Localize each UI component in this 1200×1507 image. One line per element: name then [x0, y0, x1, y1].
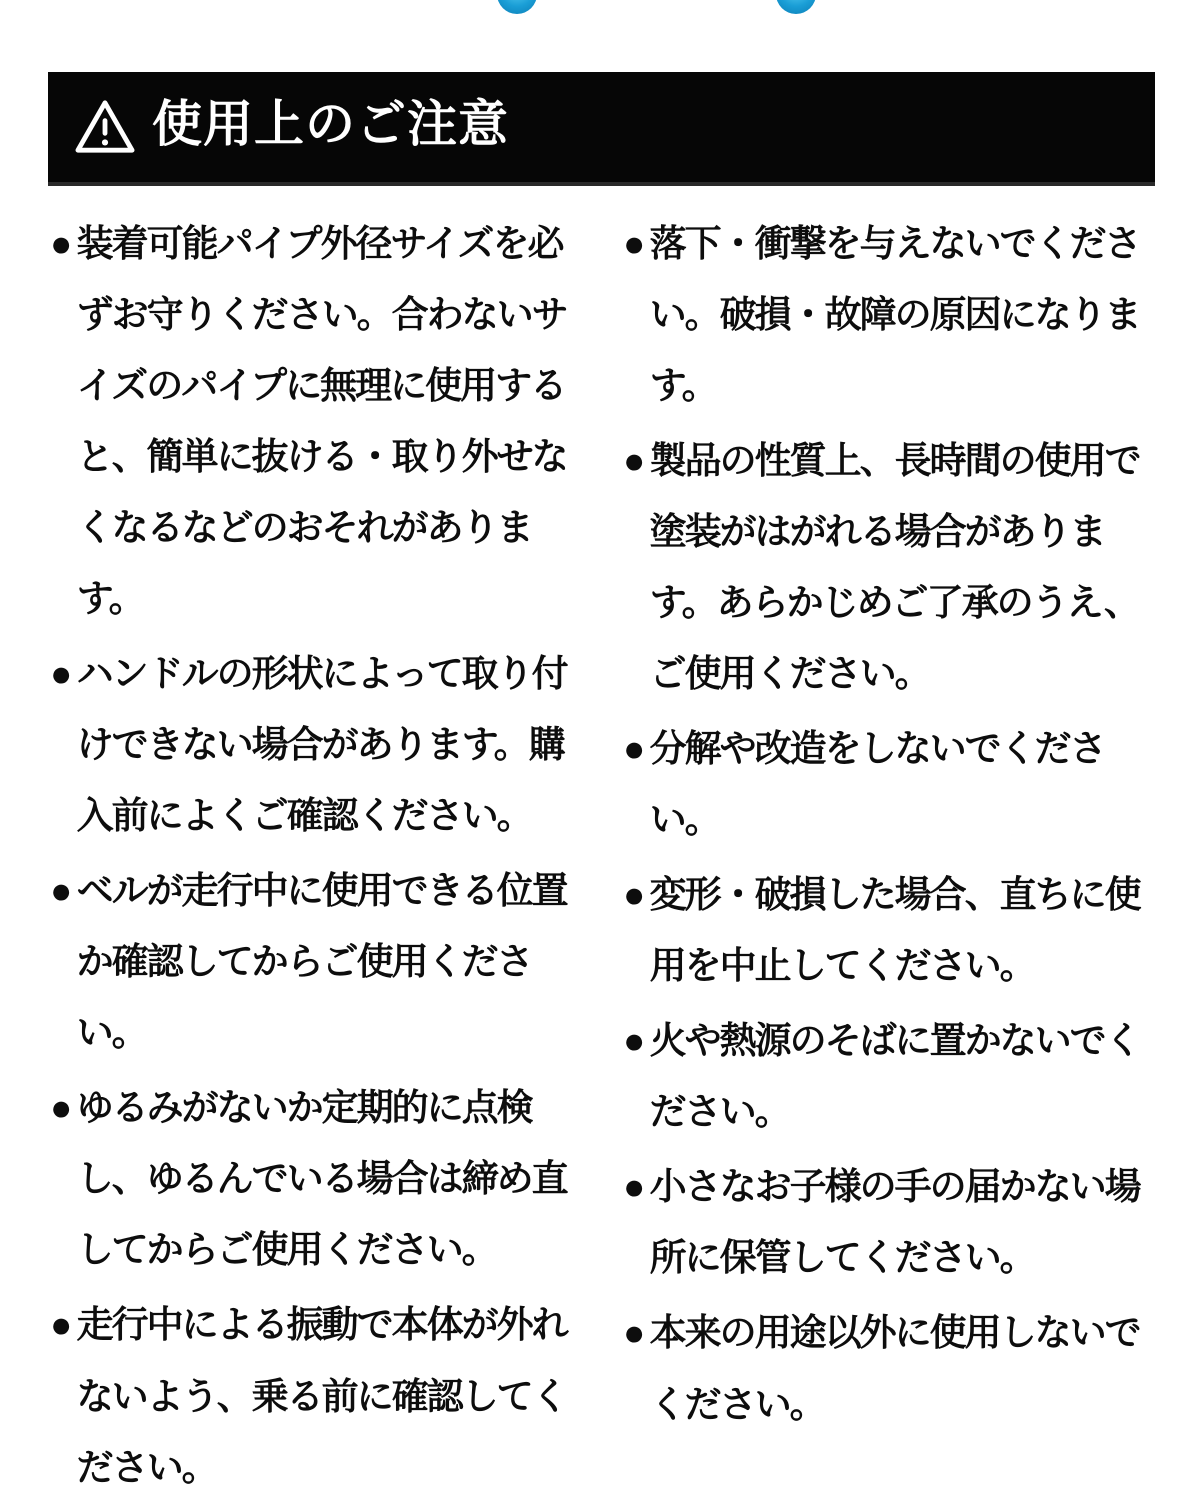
bullet-dot: ●	[623, 440, 646, 482]
caution-notes	[50, 208, 1168, 1507]
note-item	[50, 208, 595, 634]
note-item	[623, 1005, 1168, 1147]
note-item	[50, 1072, 595, 1285]
cropped-blue-circle-left	[497, 0, 537, 14]
note-text: ベルが走行中に使用できる位置か確認してからご使用ください。	[76, 870, 567, 1054]
note-item	[623, 859, 1168, 1001]
note-item	[623, 1297, 1168, 1439]
bullet-dot: ●	[623, 223, 646, 264]
caution-title: 使用上のご注意	[152, 96, 509, 152]
note-text: 火や熱源のそばに置かないでください。	[649, 1020, 1140, 1133]
note-item	[50, 638, 595, 851]
note-item	[50, 855, 595, 1068]
bullet-dot: ●	[50, 1087, 73, 1129]
note-text: 本来の用途以外に使用しないでください。	[649, 1312, 1140, 1425]
bullet-dot: ●	[50, 870, 73, 912]
notes-column-left	[50, 208, 595, 1507]
note-text: 装着可能パイプ外径サイズを必ずお守りください。合わないサイズのパイプに無理に使用すると、簡単に抜ける・取り外せなくなるなどのおそれがあります。	[76, 223, 567, 620]
bullet-dot: ●	[623, 728, 646, 770]
warning-triangle-icon	[74, 98, 136, 156]
caution-header-bar	[48, 72, 1155, 186]
note-text: 製品の性質上、長時間の使用で塗装がはがれる場合があります。あらかじめご了承のうえ、ご使用ください。	[649, 440, 1140, 695]
note-text: 落下・衝撃を与えないでください。破損・故障の原因になります。	[649, 223, 1140, 407]
bullet-dot: ●	[623, 874, 646, 916]
bullet-dot: ●	[50, 653, 73, 695]
note-item	[623, 425, 1168, 709]
note-text: 分解や改造をしないでください。	[649, 728, 1105, 841]
note-text: ゆるみがないか定期的に点検し、ゆるんでいる場合は締め直してからご使用ください。	[76, 1087, 567, 1271]
bullet-dot: ●	[50, 223, 73, 264]
bullet-dot: ●	[50, 1304, 73, 1346]
cropped-blue-circle-right	[776, 0, 816, 14]
note-text: 小さなお子様の手の届かない場所に保管してください。	[649, 1166, 1140, 1279]
bullet-dot: ●	[623, 1312, 646, 1354]
note-text: 走行中による振動で本体が外れないよう、乗る前に確認してください。	[76, 1304, 567, 1488]
note-item	[623, 1151, 1168, 1293]
note-item	[623, 208, 1168, 421]
note-item	[50, 1289, 595, 1502]
bullet-dot: ●	[623, 1166, 646, 1208]
note-item	[623, 713, 1168, 855]
note-text: 変形・破損した場合、直ちに使用を中止してください。	[649, 874, 1140, 987]
note-text: ハンドルの形状によって取り付けできない場合があります。購入前によくご確認ください。	[76, 653, 567, 837]
bullet-dot: ●	[623, 1020, 646, 1062]
notes-column-right	[623, 208, 1168, 1507]
